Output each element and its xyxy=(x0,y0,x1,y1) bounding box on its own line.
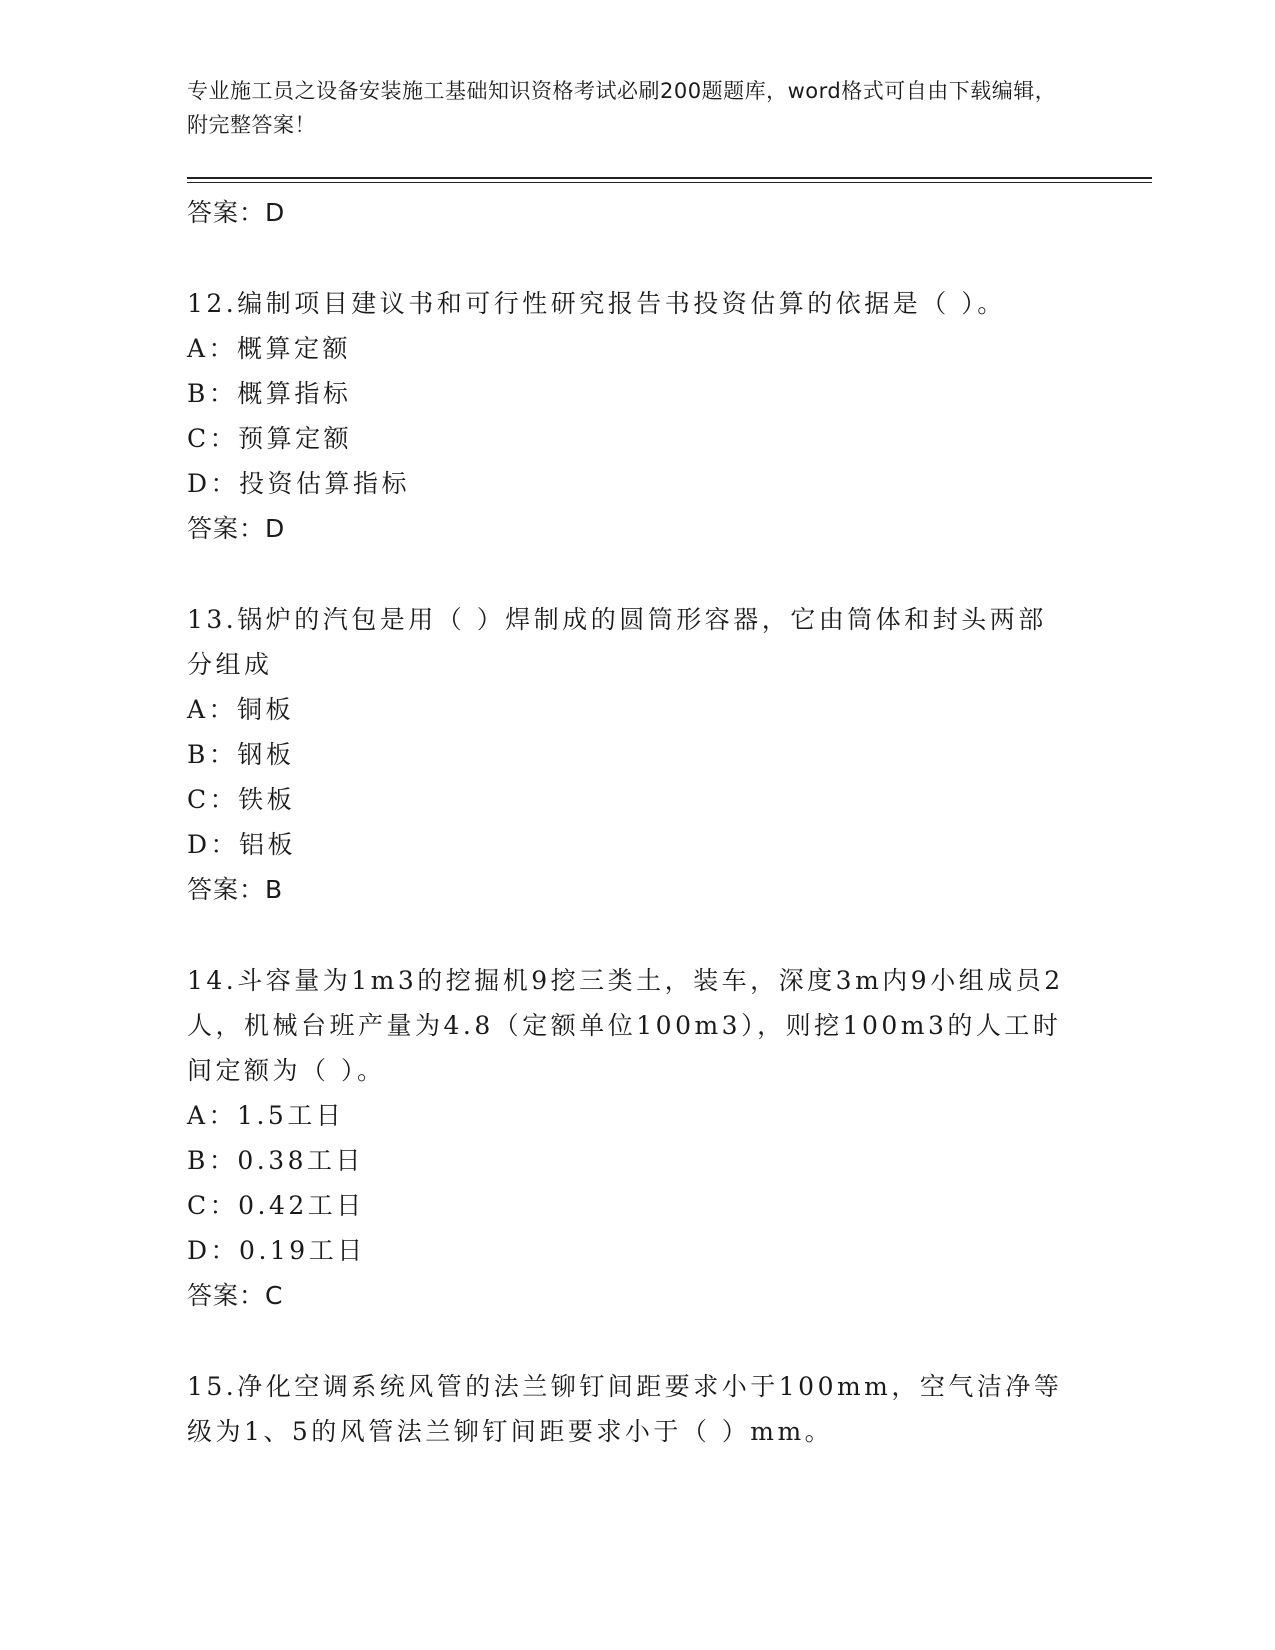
option-c: C：0.42工日 xyxy=(187,1191,365,1220)
answer-line: 答案：D xyxy=(187,198,286,227)
question-block xyxy=(187,597,1067,912)
option-c: C：预算定额 xyxy=(187,424,353,453)
option-a: A：1.5工日 xyxy=(187,1101,345,1130)
option-b: B：概算指标 xyxy=(187,379,352,408)
option-b: B：钢板 xyxy=(187,740,295,769)
header-divider-thin xyxy=(187,182,1152,183)
question-stem: 13.锅炉的汽包是用（ ）焊制成的圆筒形容器，它由筒体和封头两部分组成 xyxy=(187,605,1047,679)
answer-line: 答案：C xyxy=(187,1281,284,1310)
question-stem: 12.编制项目建议书和可行性研究报告书投资估算的依据是（ ）。 xyxy=(187,289,1006,318)
answer-line: 答案：D xyxy=(187,514,286,543)
question-block xyxy=(187,1364,1067,1454)
header-divider xyxy=(187,177,1152,179)
spacer xyxy=(187,912,1067,958)
question-stem: 14.斗容量为1m3的挖掘机9挖三类土，装车，深度3m内9小组成员2人，机械台班产量为4.8（定额单位100m3），则挖100m3的人工时间定额为（ ）。 xyxy=(187,966,1064,1085)
option-c: C：铁板 xyxy=(187,785,296,814)
header-note: 专业施工员之设备安装施工基础知识资格考试必刷200题题库，word格式可自由下载编辑，附完整答案！ xyxy=(187,79,1057,137)
option-b: B：0.38工日 xyxy=(187,1146,365,1175)
spacer xyxy=(187,235,1067,281)
option-a: A：概算定额 xyxy=(187,334,352,363)
question-block xyxy=(187,281,1067,551)
question-list xyxy=(187,190,1067,1454)
option-d: D：投资估算指标 xyxy=(187,469,411,498)
option-d: D：0.19工日 xyxy=(187,1236,366,1265)
spacer xyxy=(187,1318,1067,1364)
spacer xyxy=(187,551,1067,597)
option-a: A：铜板 xyxy=(187,695,295,724)
question-block xyxy=(187,958,1067,1318)
question-stem: 15.净化空调系统风管的法兰铆钉间距要求小于100mm，空气洁净等级为1、5的风管法兰铆钉间距要求小于（ ）mm。 xyxy=(187,1372,1063,1446)
option-d: D：铝板 xyxy=(187,830,297,859)
answer-line: 答案：B xyxy=(187,875,284,904)
